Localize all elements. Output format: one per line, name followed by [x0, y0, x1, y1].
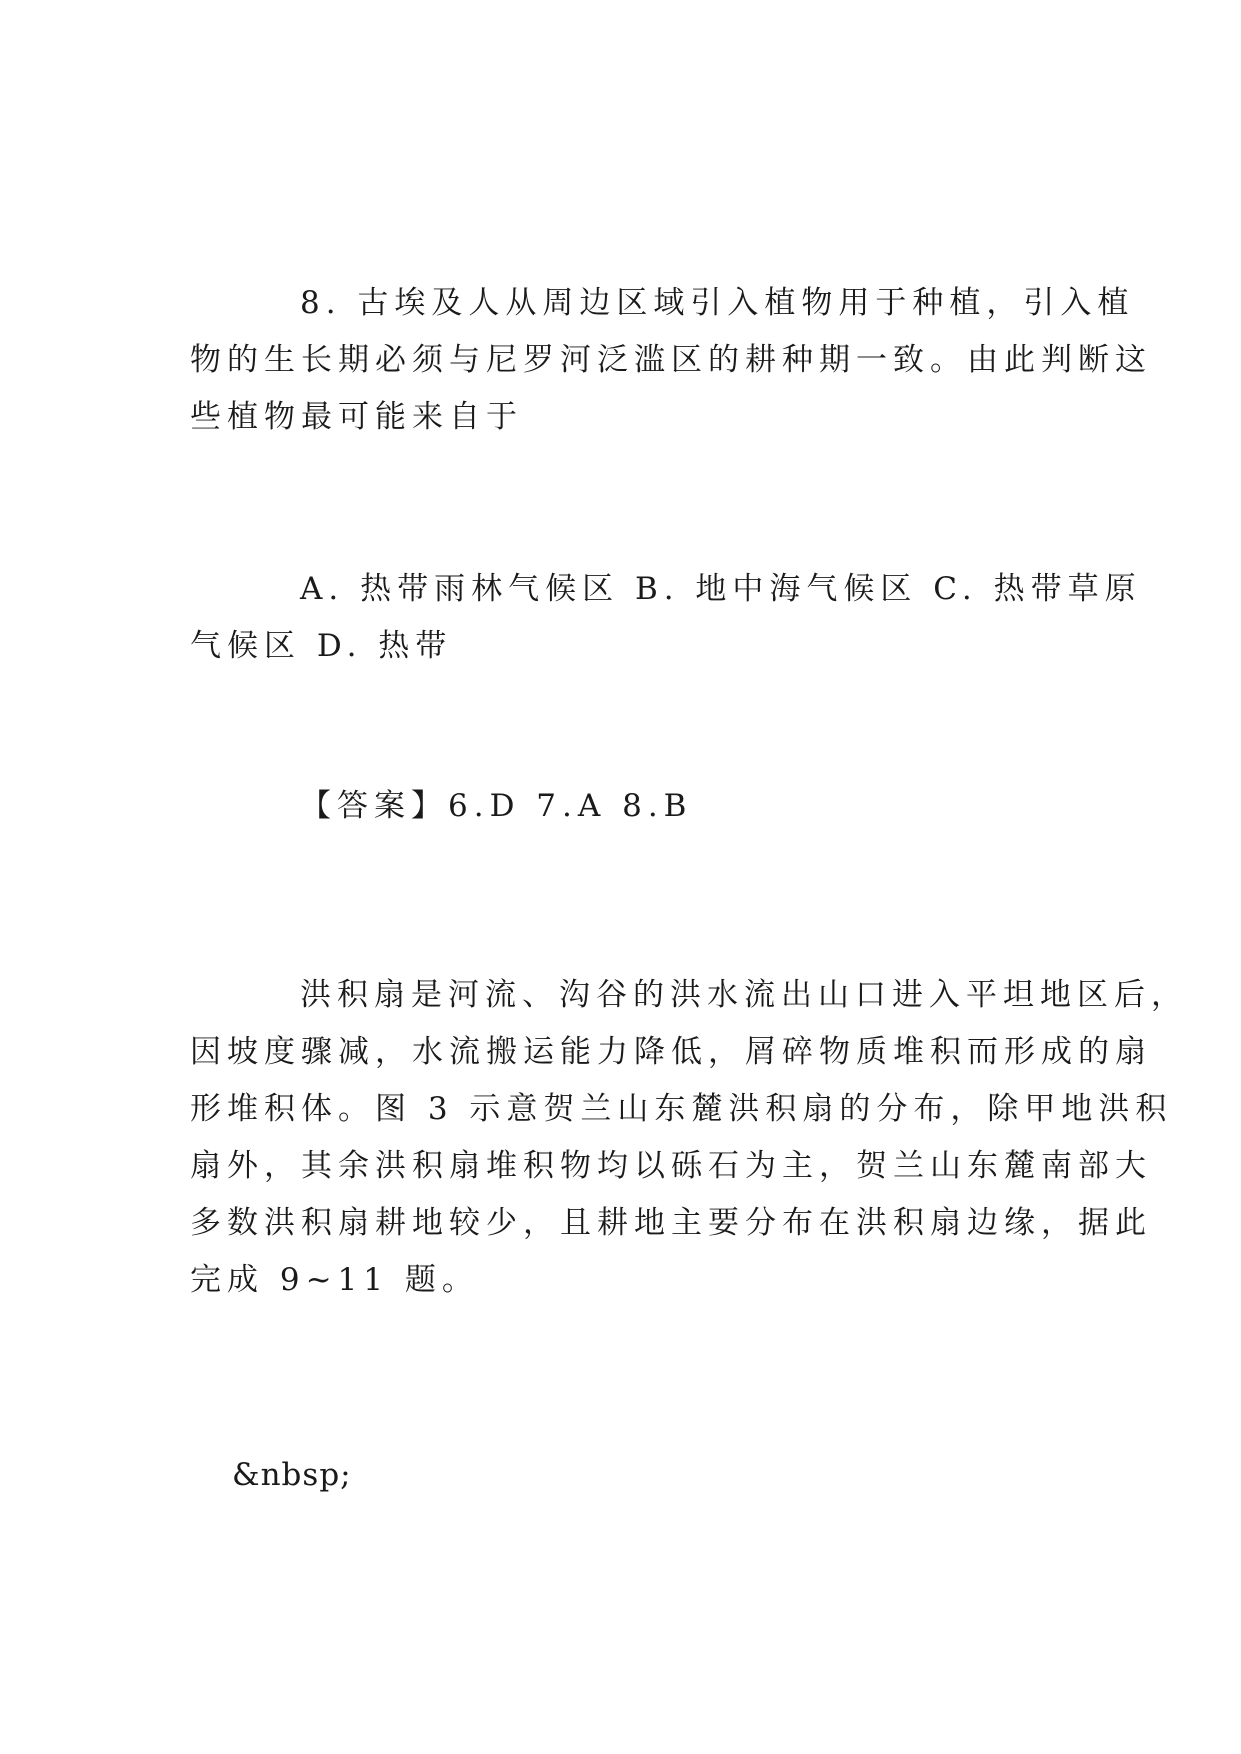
question-8-line: 物的生长期必须与尼罗河泛滥区的耕种期一致。由此判断这 — [190, 342, 1152, 378]
stray-entity-text — [232, 1447, 1094, 1504]
passage-line: 因坡度骤减，水流搬运能力降低，屑碎物质堆积而形成的扇 — [190, 1034, 1152, 1070]
question-8-line: 8. 古埃及人从周边区域引入植物用于种植，引入植 — [300, 285, 1135, 321]
passage-line: 完成 9~11 题。 — [190, 1262, 479, 1298]
nbsp-literal: &nbsp; — [232, 1457, 352, 1493]
answer-options-paragraph — [190, 561, 1142, 675]
options-line: A. 热带雨林气候区 B. 地中海气候区 C. 热带草原 — [300, 571, 1142, 607]
answer-key-text: 【答案】6.D 7.A 8.B — [300, 788, 693, 824]
passage-line: 扇外，其余洪积扇堆积物均以砾石为主，贺兰山东麓南部大 — [190, 1148, 1152, 1184]
passage-line: 洪积扇是河流、沟谷的洪水流出山口进入平坦地区后， — [300, 977, 1188, 1013]
alluvial-fan-passage — [190, 967, 1188, 1309]
question-8-line: 些植物最可能来自于 — [190, 399, 523, 435]
question-8-paragraph — [190, 275, 1152, 446]
answer-key-paragraph — [190, 778, 1052, 835]
options-line: 气候区 D. 热带 — [190, 628, 453, 664]
passage-line: 形堆积体。图 3 示意贺兰山东麓洪积扇的分布，除甲地洪积 — [190, 1091, 1173, 1127]
passage-line: 多数洪积扇耕地较少，且耕地主要分布在洪积扇边缘，据此 — [190, 1205, 1152, 1241]
